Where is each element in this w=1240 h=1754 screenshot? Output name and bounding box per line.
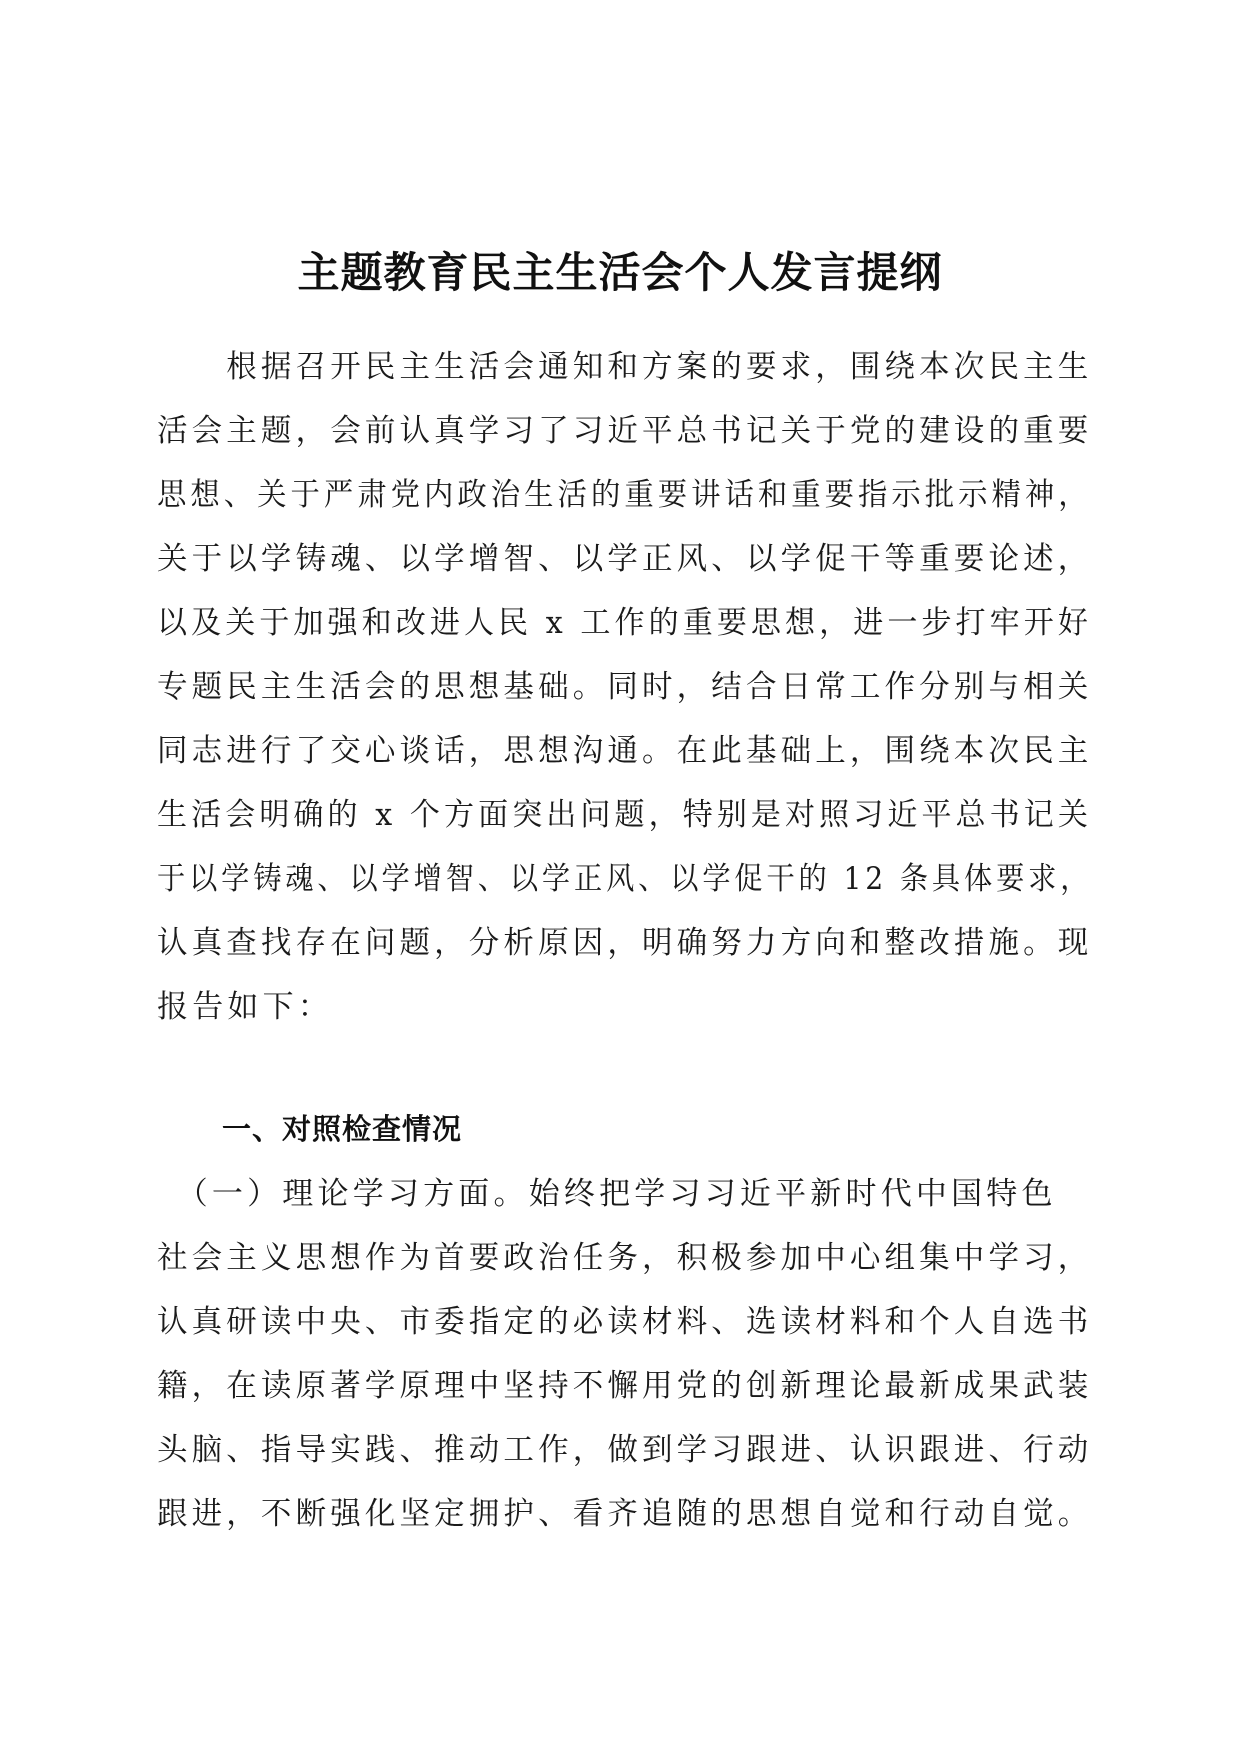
paragraph-line: 关于以学铸魂、以学增智、以学正风、以学促干等重要论述， <box>157 541 1093 577</box>
paragraph-line: 根据召开民主生活会通知和方案的要求，围绕本次民主生 <box>157 349 1093 385</box>
paragraph-line: 活会主题，会前认真学习了习近平总书记关于党的建设的重要 <box>157 413 1093 449</box>
paragraph-line: （一）理论学习方面。始终把学习习近平新时代中国特色 <box>157 1176 1057 1212</box>
paragraph-line: 认真查找存在问题，分析原因，明确努力方向和整改措施。现 <box>157 925 1093 961</box>
paragraph-line: 头脑、指导实践、推动工作，做到学习跟进、认识跟进、行动 <box>157 1432 1093 1468</box>
subsection-paragraph <box>157 1162 1092 1546</box>
paragraph-line: 生活会明确的 x 个方面突出问题，特别是对照习近平总书记关 <box>157 797 1092 833</box>
paragraph-line: 认真研读中央、市委指定的必读材料、选读材料和个人自选书 <box>157 1304 1093 1340</box>
paragraph-line: 同志进行了交心谈话，思想沟通。在此基础上，围绕本次民主 <box>157 733 1093 769</box>
paragraph-line: 思想、关于严肃党内政治生活的重要讲话和重要指示批示精神， <box>157 477 1092 513</box>
intro-paragraph <box>157 335 1092 1039</box>
paragraph-line: 于以学铸魂、以学增智、以学正风、以学促干的 12 条具体要求， <box>157 861 1093 897</box>
document-title: 主题教育民主生活会个人发言提纲 <box>297 248 943 297</box>
paragraph-line: 跟进，不断强化坚定拥护、看齐追随的思想自觉和行动自觉。 <box>157 1496 1093 1532</box>
paragraph-line: 以及关于加强和改进人民 x 工作的重要思想，进一步打牢开好 <box>157 605 1092 641</box>
paragraph-line: 专题民主生活会的思想基础。同时，结合日常工作分别与相关 <box>157 669 1093 705</box>
section-heading: 一、对照检查情况 <box>222 1112 463 1146</box>
paragraph-line: 社会主义思想作为首要政治任务，积极参加中心组集中学习， <box>157 1240 1093 1276</box>
paragraph-line: 报告如下： <box>157 989 333 1025</box>
paragraph-line: 籍，在读原著学原理中坚持不懈用党的创新理论最新成果武装 <box>157 1368 1093 1404</box>
